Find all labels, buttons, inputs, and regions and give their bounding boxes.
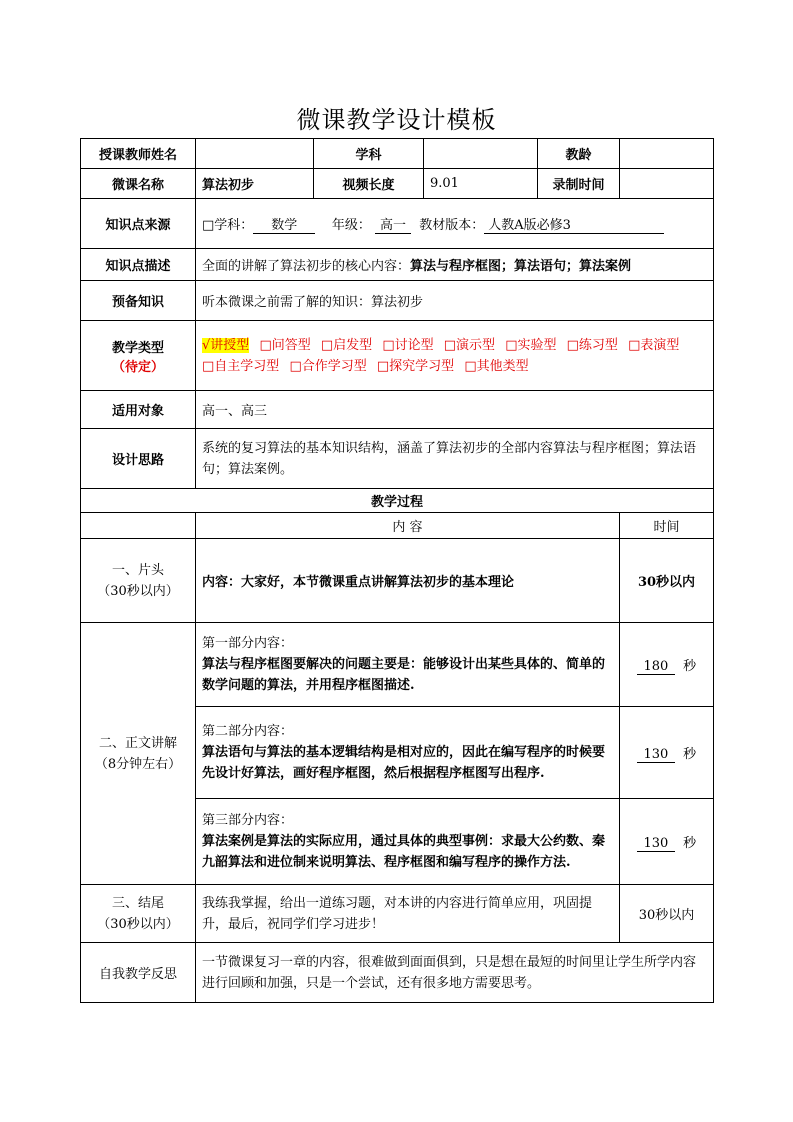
audience-row [81,391,714,429]
type-option-performance[interactable]: □表演型 [628,337,680,353]
prereq-row [81,281,714,321]
body-part-3-content [196,799,620,885]
reflection-row [81,943,714,1003]
intro-row [81,539,714,623]
course-name-label: 微课名称 [81,169,196,199]
type-option-discussion[interactable]: □讨论型 [382,337,434,353]
record-time-label: 录制时间 [538,169,620,199]
teach-type-label: 教学类型 [111,340,164,356]
teach-type-row [81,321,714,391]
body-part-1-text: 算法与程序框图要解决的问题主要是：能够设计出某些具体的、简单的数学问题的算法，并用程序框图描述. [202,657,606,693]
body-part-2-time [620,707,714,799]
body-part-1-heading: 第一部分内容： [202,636,294,651]
design-label: 设计思路 [81,429,196,489]
intro-sublabel: （30秒以内） [97,583,179,599]
desc-prefix: 全面的讲解了算法初步的核心内容： [202,259,411,274]
body-part-2-content [196,707,620,799]
teaching-age-value [620,139,714,169]
ending-label: 三、结尾 [111,895,164,911]
body-label-cell [81,623,196,885]
process-header: 教学过程 [81,489,714,513]
intro-label-cell [81,539,196,623]
intro-content: 内容：大家好，本节微课重点讲解算法初步的基本理论 [196,539,620,623]
video-length-label: 视频长度 [314,169,424,199]
record-time-value [620,169,714,199]
prereq-value: 听本微课之前需了解的知识：算法初步 [196,281,714,321]
lesson-design-table [80,138,714,1003]
body-part-3-text: 算法案例是算法的实际应用，通过具体的典型事例：求最大公约数、秦九韶算法和进位制来说明算法、程序框图和编写程序的操作方法. [202,834,606,870]
design-row [81,429,714,489]
type-option-experiment[interactable]: □实验型 [505,337,557,353]
body-part-1-row [81,623,714,707]
type-option-lecture[interactable]: √讲授型 [202,337,250,353]
subject-label: 学科 [314,139,424,169]
audience-value: 高一、高三 [196,391,714,429]
teach-type-label-cell [81,321,196,391]
type-option-cooperative[interactable]: □合作学习型 [289,358,367,374]
edition-label: 教材版本： [419,217,485,233]
design-value: 系统的复习算法的基本知识结构，涵盖了算法初步的全部内容算法与程序框图；算法语句；算法案例。 [196,429,714,489]
knowledge-desc-label: 知识点描述 [81,249,196,281]
source-edition: 人教A版必修3 [484,214,664,234]
intro-label: 一、片头 [111,562,164,578]
body-part-2-time-value: 130 [637,747,675,763]
body-part-1-content [196,623,620,707]
body-part-2-time-unit: 秒 [683,746,697,762]
teach-type-sublabel: （待定） [111,359,164,375]
body-part-3-time-unit: 秒 [683,835,697,851]
page-title: 微课教学设计模板 [296,106,497,134]
ending-row [81,885,714,943]
type-option-inquiry[interactable]: □探究学习型 [376,358,455,374]
audience-label: 适用对象 [81,391,196,429]
grade-label: 年级： [331,217,371,233]
type-option-heuristic[interactable]: □启发型 [320,337,373,353]
type-option-other[interactable]: □其他类型 [464,358,529,374]
type-option-qa[interactable]: □问答型 [259,337,311,353]
body-part-3-time-value: 130 [637,836,675,852]
ending-sublabel: （30秒以内） [97,916,179,932]
time-header: 时间 [620,513,714,539]
ending-time: 30秒以内 [620,885,714,943]
type-option-demo[interactable]: □演示型 [443,337,496,353]
knowledge-desc-value [196,249,714,281]
prereq-label: 预备知识 [81,281,196,321]
type-option-practice[interactable]: □练习型 [566,337,618,353]
source-grade: 高一 [375,214,411,234]
body-part-1-time-value: 180 [637,659,675,675]
process-header-empty [81,513,196,539]
subject-value [424,139,538,169]
knowledge-source-value [196,199,714,249]
teacher-name-value [196,139,314,169]
ending-label-cell [81,885,196,943]
knowledge-source-row [81,199,714,249]
video-length-value: 9.01 [424,169,538,199]
subject-checkbox-label: □学科： [202,217,254,233]
body-part-2-text: 算法语句与算法的基本逻辑结构是相对应的，因此在编写程序的时候要先设计好算法，画好程序框图，然后根据程序框图写出程序. [202,745,606,781]
body-sublabel: （8分钟左右） [94,756,182,772]
desc-bold: 算法与程序框图；算法语句；算法案例 [410,259,632,274]
teaching-age-label: 教龄 [538,139,620,169]
body-part-3-heading: 第三部分内容： [202,813,294,828]
body-part-1-time [620,623,714,707]
process-header-row [81,489,714,513]
body-label: 二、正文讲解 [98,735,177,751]
reflection-label: 自我教学反思 [81,943,196,1003]
content-header-row [81,513,714,539]
course-row [81,169,714,199]
intro-time: 30秒以内 [620,539,714,623]
reflection-content: 一节微课复习一章的内容，很难做到面面俱到，只是想在最短的时间里让学生所学内容进行回顾和加强，只是一个尝试，还有很多地方需要思考。 [196,943,714,1003]
teach-type-options [196,321,714,391]
teacher-name-label: 授课教师姓名 [81,139,196,169]
knowledge-source-label: 知识点来源 [81,199,196,249]
knowledge-desc-row [81,249,714,281]
course-name-value: 算法初步 [196,169,314,199]
source-subject: 数学 [253,214,315,234]
content-header: 内 容 [196,513,620,539]
ending-content: 我练我掌握，给出一道练习题，对本讲的内容进行简单应用，巩固提升，最后，祝同学们学习进步！ [196,885,620,943]
body-part-1-time-unit: 秒 [683,658,697,674]
body-part-2-heading: 第二部分内容： [202,724,294,739]
type-option-self-study[interactable]: □自主学习型 [202,358,280,374]
teacher-row [81,139,714,169]
body-part-3-time [620,799,714,885]
